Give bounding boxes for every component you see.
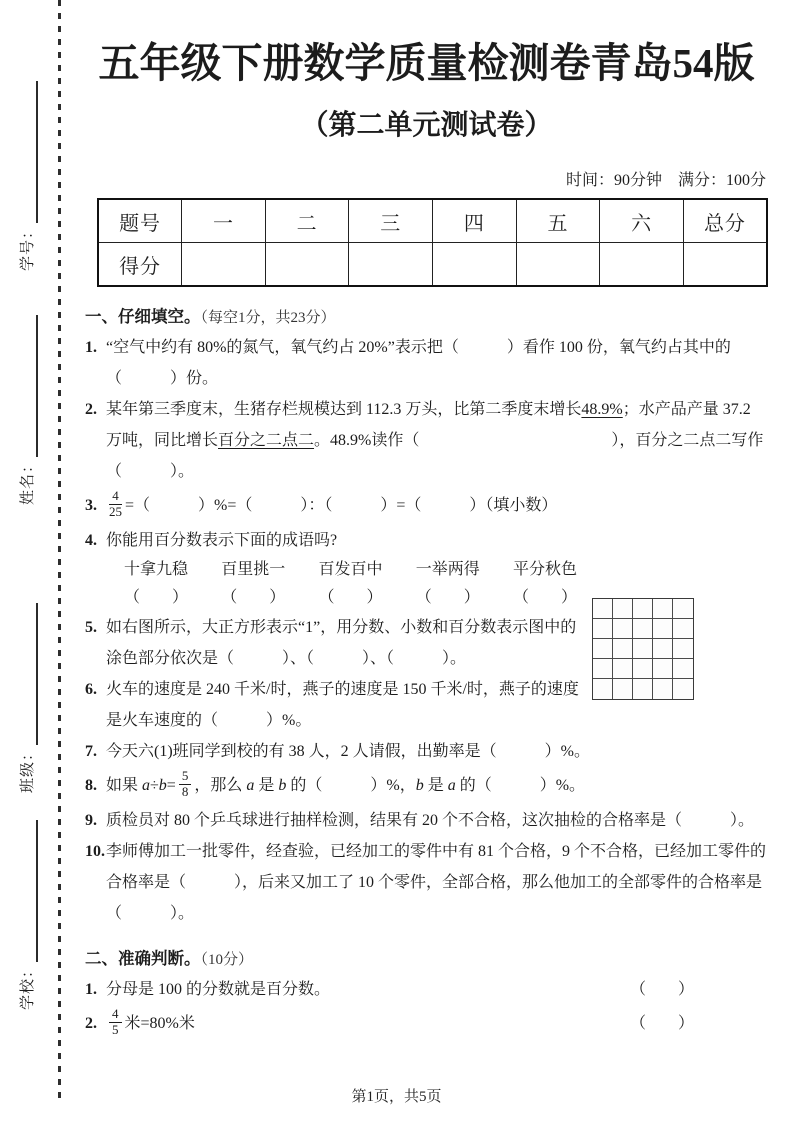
score-empty-cell — [600, 243, 684, 287]
question-text-part: 的（ ）%， — [286, 777, 416, 795]
score-table-cell: 四 — [433, 199, 517, 243]
main-content — [85, 0, 768, 1043]
question-number: 8. — [85, 777, 97, 795]
fraction-numerator: 4 — [109, 489, 122, 505]
question-number: 2. — [85, 1015, 97, 1033]
question-3 — [85, 487, 768, 525]
score-empty-cell — [683, 243, 767, 287]
margin-field-student-number — [16, 81, 38, 271]
section2-title: 二、准确判断。 — [85, 950, 201, 969]
score-table-cell: 五 — [516, 199, 600, 243]
idiom: 平分秋色 — [512, 561, 577, 579]
score-table-cell: 二 — [265, 199, 349, 243]
judgement-answer-blank: （ ） — [629, 981, 694, 999]
time-score-info: 时间：90分钟 满分：100分 — [565, 172, 766, 190]
question-number: 10. — [85, 843, 105, 861]
fraction-numerator: 5 — [179, 769, 192, 785]
question-number: 3. — [85, 497, 97, 515]
question-text: 质检员对 80 个乒乓球进行抽样检测，结果有 20 个不合格，这次抽检的合格率是（ ）。 — [106, 812, 755, 830]
question-7 — [85, 736, 768, 767]
section1-heading — [85, 303, 768, 332]
operator: ÷ — [150, 777, 159, 795]
variable-b: b — [278, 777, 287, 795]
idiom: 百发百中 — [318, 561, 383, 579]
margin-field-name — [16, 315, 38, 505]
question-5 — [85, 612, 768, 674]
binding-dashed-line — [58, 0, 61, 1105]
question-number: 7. — [85, 743, 97, 761]
idiom: 一举两得 — [415, 561, 480, 579]
fraction-denominator: 5 — [112, 1022, 119, 1038]
underlined-value: 48.9% — [581, 401, 623, 419]
question-text-part: 米=80%米 — [124, 1015, 195, 1033]
margin-field-class — [16, 603, 38, 793]
score-table-cell: 一 — [182, 199, 266, 243]
question-text-part: 的（ ）%。 — [455, 777, 586, 795]
idiom: 百里挑一 — [221, 561, 286, 579]
question-text — [106, 487, 768, 525]
judgement-1 — [85, 974, 768, 1005]
score-table-header-row — [98, 199, 767, 243]
question-text — [106, 1005, 195, 1043]
answer-blank: （ ） — [221, 589, 286, 607]
variable-a: a — [246, 777, 255, 795]
idioms-row — [123, 556, 578, 584]
section1-title: 一、仔细填空。 — [85, 308, 201, 327]
answer-blank: （ ） — [415, 589, 480, 607]
question-text-part: ，那么 — [194, 777, 247, 795]
question-6 — [85, 674, 768, 736]
question-text-part: ；水产品产量 37.2 万吨，同比增长 — [106, 401, 751, 450]
fraction-denominator: 8 — [181, 784, 189, 800]
student-number-label: 学号： — [20, 222, 36, 271]
question-text: 今天六(1)班同学到校的有 38 人，2 人请假，出勤率是（ ）%。 — [106, 743, 590, 761]
score-row-label: 得分 — [98, 243, 182, 287]
question-text: 李师傅加工一批零件，经查验，已经加工的零件中有 81 个合格，9 个不合格，已经加工零件的合格率是（ ），后来又加工了 10 个零件，全部合格，那么他加工的全部零件的合格率是（ ）。 — [106, 843, 767, 923]
fraction-numerator: 4 — [109, 1007, 122, 1023]
variable-a: a — [142, 777, 151, 795]
question-text-part: 是 — [254, 777, 279, 795]
question-number: 1. — [85, 339, 97, 357]
paper-title: 五年级下册数学质量检测卷青岛54版 — [98, 40, 755, 86]
question-text: 火车的速度是 240 千米/时，燕子的速度是 150 千米/时，燕子的速度是火车速度的（ ）%。 — [106, 681, 579, 730]
question-number: 9. — [85, 812, 97, 830]
variable-a: a — [447, 777, 456, 795]
class-label: 班级： — [20, 744, 36, 793]
question-text-part: 如果 — [106, 777, 143, 795]
question-text-part: 某年第三季度末，生猪存栏规模达到 112.3 万头，比第二季度末增长 — [106, 401, 582, 419]
score-empty-cell — [433, 243, 517, 287]
question-number: 1. — [85, 981, 97, 999]
margin-field-school — [16, 820, 38, 1010]
answer-blank: （ ） — [123, 589, 188, 607]
question-number: 4. — [85, 532, 97, 550]
fraction-denominator: 25 — [109, 504, 122, 520]
paper-subtitle: （第二单元测试卷） — [300, 110, 553, 142]
question-8 — [85, 767, 768, 805]
question-10 — [85, 836, 768, 929]
score-table-cell: 三 — [349, 199, 433, 243]
question-text-part: 。48.9%读作（ ），百分之二点二写作（ ）。 — [106, 432, 764, 481]
score-empty-cell — [265, 243, 349, 287]
judgement-answer-blank: （ ） — [629, 1015, 694, 1033]
variable-b: b — [415, 777, 424, 795]
question-text: “空气中约有 80%的氮气，氧气约占 20%”表示把（ ）看作 100 份，氧气约占其中的（ ）份。 — [106, 339, 731, 388]
score-table-score-row — [98, 243, 767, 287]
question-text — [106, 394, 768, 487]
score-table-cell: 题号 — [98, 199, 182, 243]
fraction — [109, 489, 122, 520]
question-text-part: 是 — [423, 777, 448, 795]
question-4 — [85, 525, 768, 556]
name-blank-line — [23, 315, 38, 457]
section2-heading — [85, 945, 768, 974]
fraction — [179, 769, 192, 800]
score-table-cell: 六 — [600, 199, 684, 243]
question-text: 你能用百分数表示下面的成语吗? — [106, 532, 338, 550]
question-text: 分母是 100 的分数就是百分数。 — [106, 981, 331, 999]
section1-note: （每空1分，共23分） — [200, 310, 336, 327]
question-9 — [85, 805, 768, 836]
underlined-value: 百分之二点二 — [218, 432, 315, 450]
question-number: 5. — [85, 619, 97, 637]
section2-note: （10分） — [200, 952, 254, 969]
school-blank-line — [23, 820, 38, 962]
score-table — [97, 198, 768, 287]
question-2 — [85, 394, 768, 487]
equals-sign: = — [166, 777, 176, 795]
question-text-part: =（ ）%=（ ）：（ ）=（ ）（填小数） — [125, 497, 558, 515]
answer-blank: （ ） — [512, 589, 577, 607]
question-number: 2. — [85, 401, 97, 419]
student-number-blank-line — [23, 81, 38, 223]
page-footer: 第1页，共5页 — [351, 1089, 442, 1105]
variable-b: b — [158, 777, 167, 795]
fraction — [109, 1007, 122, 1038]
question-1 — [85, 332, 768, 394]
idiom-answer-blanks-row — [123, 584, 578, 612]
idiom: 十拿九稳 — [123, 561, 188, 579]
score-empty-cell — [182, 243, 266, 287]
question-text: 如右图所示，大正方形表示“1”，用分数、小数和百分数表示图中的涂色部分依次是（ ）、（ ）、（ ）。 — [106, 619, 577, 668]
score-empty-cell — [349, 243, 433, 287]
score-table-cell: 总分 — [683, 199, 767, 243]
school-label: 学校： — [20, 961, 36, 1010]
judgement-2 — [85, 1005, 768, 1043]
class-blank-line — [23, 603, 38, 745]
question-number: 6. — [85, 681, 97, 699]
name-label: 姓名： — [20, 456, 36, 505]
question-text — [106, 767, 768, 805]
score-empty-cell — [516, 243, 600, 287]
answer-blank: （ ） — [318, 589, 383, 607]
